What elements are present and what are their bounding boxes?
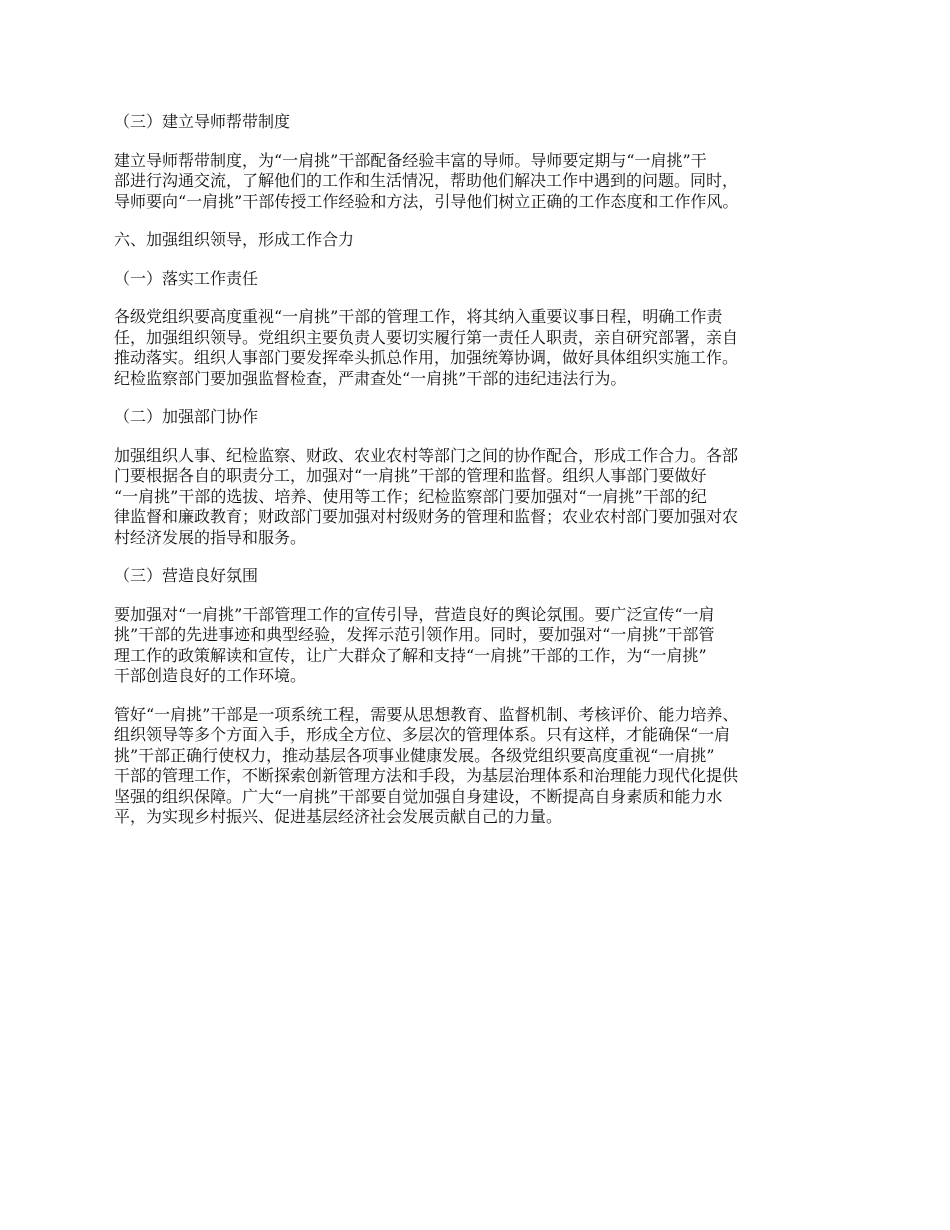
paragraph-line: “一肩挑”干部的选拔、培养、使用等工作；纪检监察部门要加强对“一肩挑”干部的纪 [114, 486, 707, 506]
paragraph-line: 要加强对“一肩挑”干部管理工作的宣传引导，营造良好的舆论氛围。要广泛宣传“一肩 [114, 604, 715, 624]
paragraph-line: 推动落实。组织人事部门要发挥牵头抓总作用，加强统筹协调，做好具体组织实施工作。 [114, 348, 739, 367]
paragraph-line: 门要根据各自的职责分工，加强对“一肩挑”干部的管理和监督。组织人事部门要做好 [114, 466, 707, 485]
paragraph-line: 干部的管理工作，不断探索创新管理方法和手段，为基层治理体系和治理能力现代化提供 [114, 766, 739, 785]
paragraph-conclusion [114, 705, 844, 828]
paragraph-line: 各级党组织要高度重视“一肩挑”干部的管理工作，将其纳入重要议事日程，明确工作责 [114, 307, 723, 326]
paragraph-line: 挑”干部的先进事迹和典型经验，发挥示范引领作用。同时，要加强对“一肩挑”干部管 [114, 625, 715, 644]
paragraph-line: 干部创造良好的工作环境。 [114, 666, 307, 685]
paragraph-line: 律监督和廉政教育；财政部门要加强对村级财务的管理和监督；农业农村部门要加强对农 [114, 507, 739, 526]
paragraph-mentor-system [114, 151, 844, 213]
paragraph-line: 挑”干部正确行使权力，推动基层各项事业健康发展。各级党组织要高度重视“一肩挑” [114, 745, 715, 765]
paragraph-responsibility [114, 307, 844, 389]
paragraph-line: 平，为实现乡村振兴、促进基层经济社会发展贡献自己的力量。 [114, 807, 563, 826]
paragraph-line: 加强组织人事、纪检监察、财政、农业农村等部门之间的协作配合，形成工作合力。各部 [114, 445, 739, 465]
paragraph-line: 村经济发展的指导和服务。 [114, 527, 307, 547]
paragraph-cooperation [114, 446, 844, 549]
paragraph-atmosphere [114, 605, 844, 687]
document-page [114, 112, 844, 846]
paragraph-line: 导师要向“一肩挑”干部传授工作经验和方法，引导他们树立正确的工作态度和工作作风。 [114, 191, 739, 211]
paragraph-line: 坚强的组织保障。广大“一肩挑”干部要自觉加强自身建设，不断提高自身素质和能力水 [114, 786, 723, 806]
section-heading-atmosphere: （三）营造良好氛围 [114, 566, 259, 585]
section-heading-cooperation: （二）加强部门协作 [114, 407, 259, 426]
paragraph-line: 理工作的政策解读和宣传，让广大群众了解和支持“一肩挑”干部的工作，为“一肩挑” [114, 645, 707, 665]
paragraph-line: 纪检监察部门要加强监督检查，严肃查处“一肩挑”干部的违纪违法行为。 [114, 368, 627, 388]
paragraph-line: 任，加强组织领导。党组织主要负责人要切实履行第一责任人职责，亲自研究部署，亲自 [114, 327, 739, 347]
paragraph-line: 部进行沟通交流，了解他们的工作和生活情况，帮助他们解决工作中遇到的问题。同时， [114, 171, 739, 190]
paragraph-line: 管好“一肩挑”干部是一项系统工程，需要从思想教育、监督机制、考核评价、能力培养、 [114, 704, 739, 724]
chapter-heading-organization: 六、加强组织领导，形成工作合力 [114, 230, 355, 249]
section-heading-mentor-system: （三）建立导师帮带制度 [114, 112, 291, 131]
paragraph-line: 建立导师帮带制度，为“一肩挑”干部配备经验丰富的导师。导师要定期与“一肩挑”干 [114, 150, 707, 170]
paragraph-line: 组织领导等多个方面入手，形成全方位、多层次的管理体系。只有这样，才能确保“一肩 [114, 725, 731, 744]
section-heading-responsibility: （一）落实工作责任 [114, 268, 259, 288]
